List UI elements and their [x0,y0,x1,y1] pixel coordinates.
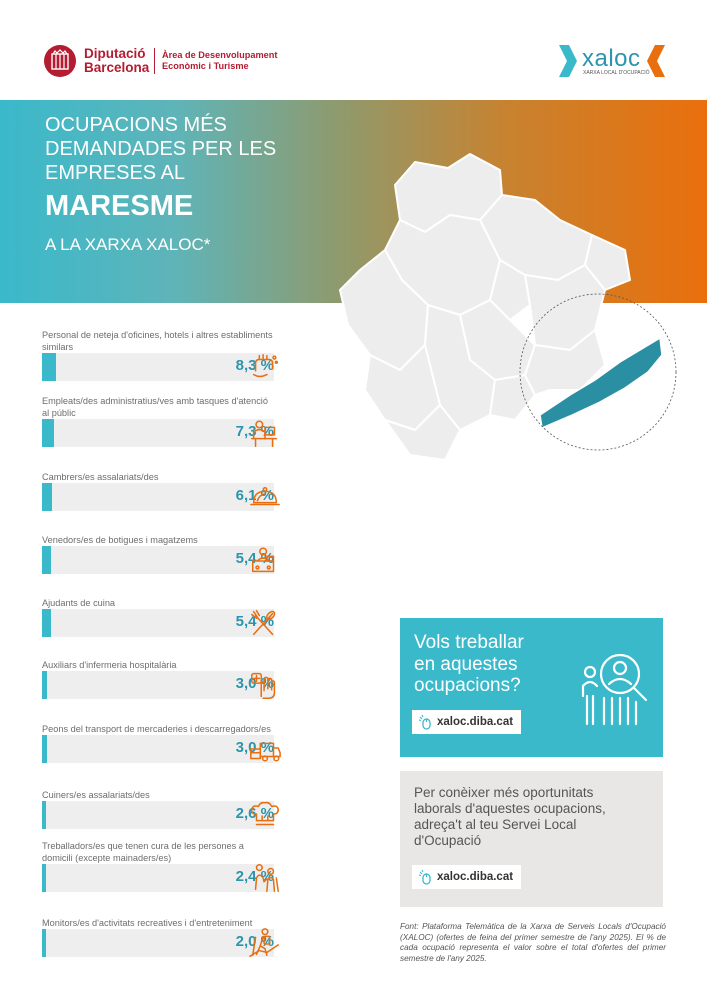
chef-hat-icon [248,799,282,831]
occupation-bar [42,609,51,637]
occupation-bar [42,735,47,763]
info-text-line3: adreça't al teu Servei Local [414,817,577,832]
cta-title-line3: ocupacions? [414,675,521,696]
job-search-people-icon [580,648,652,726]
occupation-bar [42,929,46,957]
diputacio-logo [44,44,294,78]
occupation-label: Venedors/es de botigues i magatzems [42,535,198,545]
occupation-bar-track [42,929,274,957]
banner-region: MARESME [45,190,194,222]
occupation-bar-track [42,864,274,892]
occupation-label: Cuiners/es assalariats/des [42,790,150,800]
xaloc-wordmark: xaloc [582,45,641,72]
org-name-line2: Barcelona [84,60,150,75]
shop-counter-icon [248,544,282,576]
info-url-text: xaloc.diba.cat [437,871,514,883]
occupation-value: 7,3 % [235,423,274,440]
occupation-row [42,641,287,701]
occupation-value: 5,4 % [235,613,274,630]
source-note: Font: Plataforma Telemàtica de la Xarxa de Serveis Locals d'Ocupació (XALOC) (ofertes de feina del primer semestre de l'any 2025). El % de cada ocupació representa el valor sobre el total d'ofertes del primer semestre de l'any 2025. [400,922,666,963]
cta-url-text: xaloc.diba.cat [437,716,514,728]
occupation-label: Cambrers/es assalariats/des [42,472,159,482]
occupation-bar-track [42,609,274,637]
occupation-label: Empleats/des administratius/ves amb tasques d'atenció al públic [42,396,268,418]
caregiver-icon [248,862,282,894]
mouse-click-icon [418,714,432,730]
banner-title-line3: EMPRESES AL [45,162,186,184]
cleaning-hand-icon [248,351,282,383]
occupation-row [42,705,287,765]
occupation-label: Peons del transport de mercaderies i descarregadors/es [42,724,271,734]
kitchen-utensils-icon [248,607,282,639]
occupation-row [42,899,287,959]
cta-title [414,632,524,697]
occupation-row [42,834,287,894]
occupation-value: 8,3 % [235,357,274,374]
department-line1: Àrea de Desenvolupament [162,50,278,60]
province-map [330,140,707,510]
cta-title-line2: en aquestes [414,653,518,675]
banner-subtitle: A LA XARXA XALOC* [45,235,211,254]
occupation-bar [42,864,46,892]
occupation-value: 6,1 % [235,487,274,504]
office-desk-icon [248,417,282,449]
occupation-bar-track [42,671,274,699]
occupation-bar [42,546,51,574]
occupation-bar [42,671,47,699]
occupation-bar-track [42,483,274,511]
department-name [162,50,277,72]
xaloc-tagline: XARXA LOCAL D'OCUPACIÓ [583,70,650,76]
occupation-value: 5,4 % [235,550,274,567]
occupation-bar [42,483,52,511]
logo-divider [154,48,155,74]
occupation-label: Treballadors/es que tenen cura de les persones a domicili (excepte mainaders/es) [42,841,244,863]
occupation-row [42,516,287,576]
diputacio-seal-icon [44,45,76,77]
occupation-value: 3,0 % [235,739,274,756]
banner-title-line2: DEMANDADES PER LES [45,138,277,160]
delivery-truck-icon [248,733,282,765]
diputacio-name [84,47,152,75]
occupation-value: 2,4 % [235,868,274,885]
info-url-link[interactable] [412,865,521,889]
occupation-value: 2,0 % [235,933,274,950]
occupation-label: Personal de neteja d'oficines, hotels i altres establiments similars [42,330,273,352]
occupation-label: Monitors/es d'activitats recreatives i d'entreteniment [42,918,253,928]
department-line2: Econòmic i Turisme [162,61,249,71]
occupation-bar-track [42,419,274,447]
info-text-line4: d'Ocupació [414,833,482,848]
occupation-row [42,579,287,639]
info-box [400,771,663,907]
info-text-line2: laborals d'aquestes ocupacions, [414,801,606,816]
banner-title-line1: OCUPACIONS MÉS [45,114,227,136]
cta-title-line1: Vols treballar [414,632,524,653]
serving-cloche-icon [248,481,282,513]
info-text [414,785,654,849]
occupation-bar-track [42,353,274,381]
occupation-row [42,323,287,383]
xaloc-logo [556,42,668,80]
occupation-row [42,453,287,513]
occupation-bar [42,801,46,829]
occupation-bar [42,353,56,381]
hiking-icon [248,927,282,959]
occupation-bar-track [42,801,274,829]
occupation-label: Ajudants de cuina [42,598,116,608]
occupation-value: 3,0 % [235,675,274,692]
cta-url-link[interactable] [412,710,521,734]
occupation-row [42,771,287,831]
occupation-row [42,389,287,449]
nurse-hand-icon [248,669,282,701]
occupation-bar-track [42,546,274,574]
org-name-line1: Diputació [84,46,146,61]
info-text-line1: Per conèixer més oportunitats [414,785,594,800]
occupation-value: 2,6 % [235,805,274,822]
mouse-click-icon [418,869,432,885]
occupation-bar-track [42,735,274,763]
occupation-label: Auxiliars d'infermeria hospitalària [42,660,177,670]
occupation-bar [42,419,54,447]
cta-box [400,618,663,757]
